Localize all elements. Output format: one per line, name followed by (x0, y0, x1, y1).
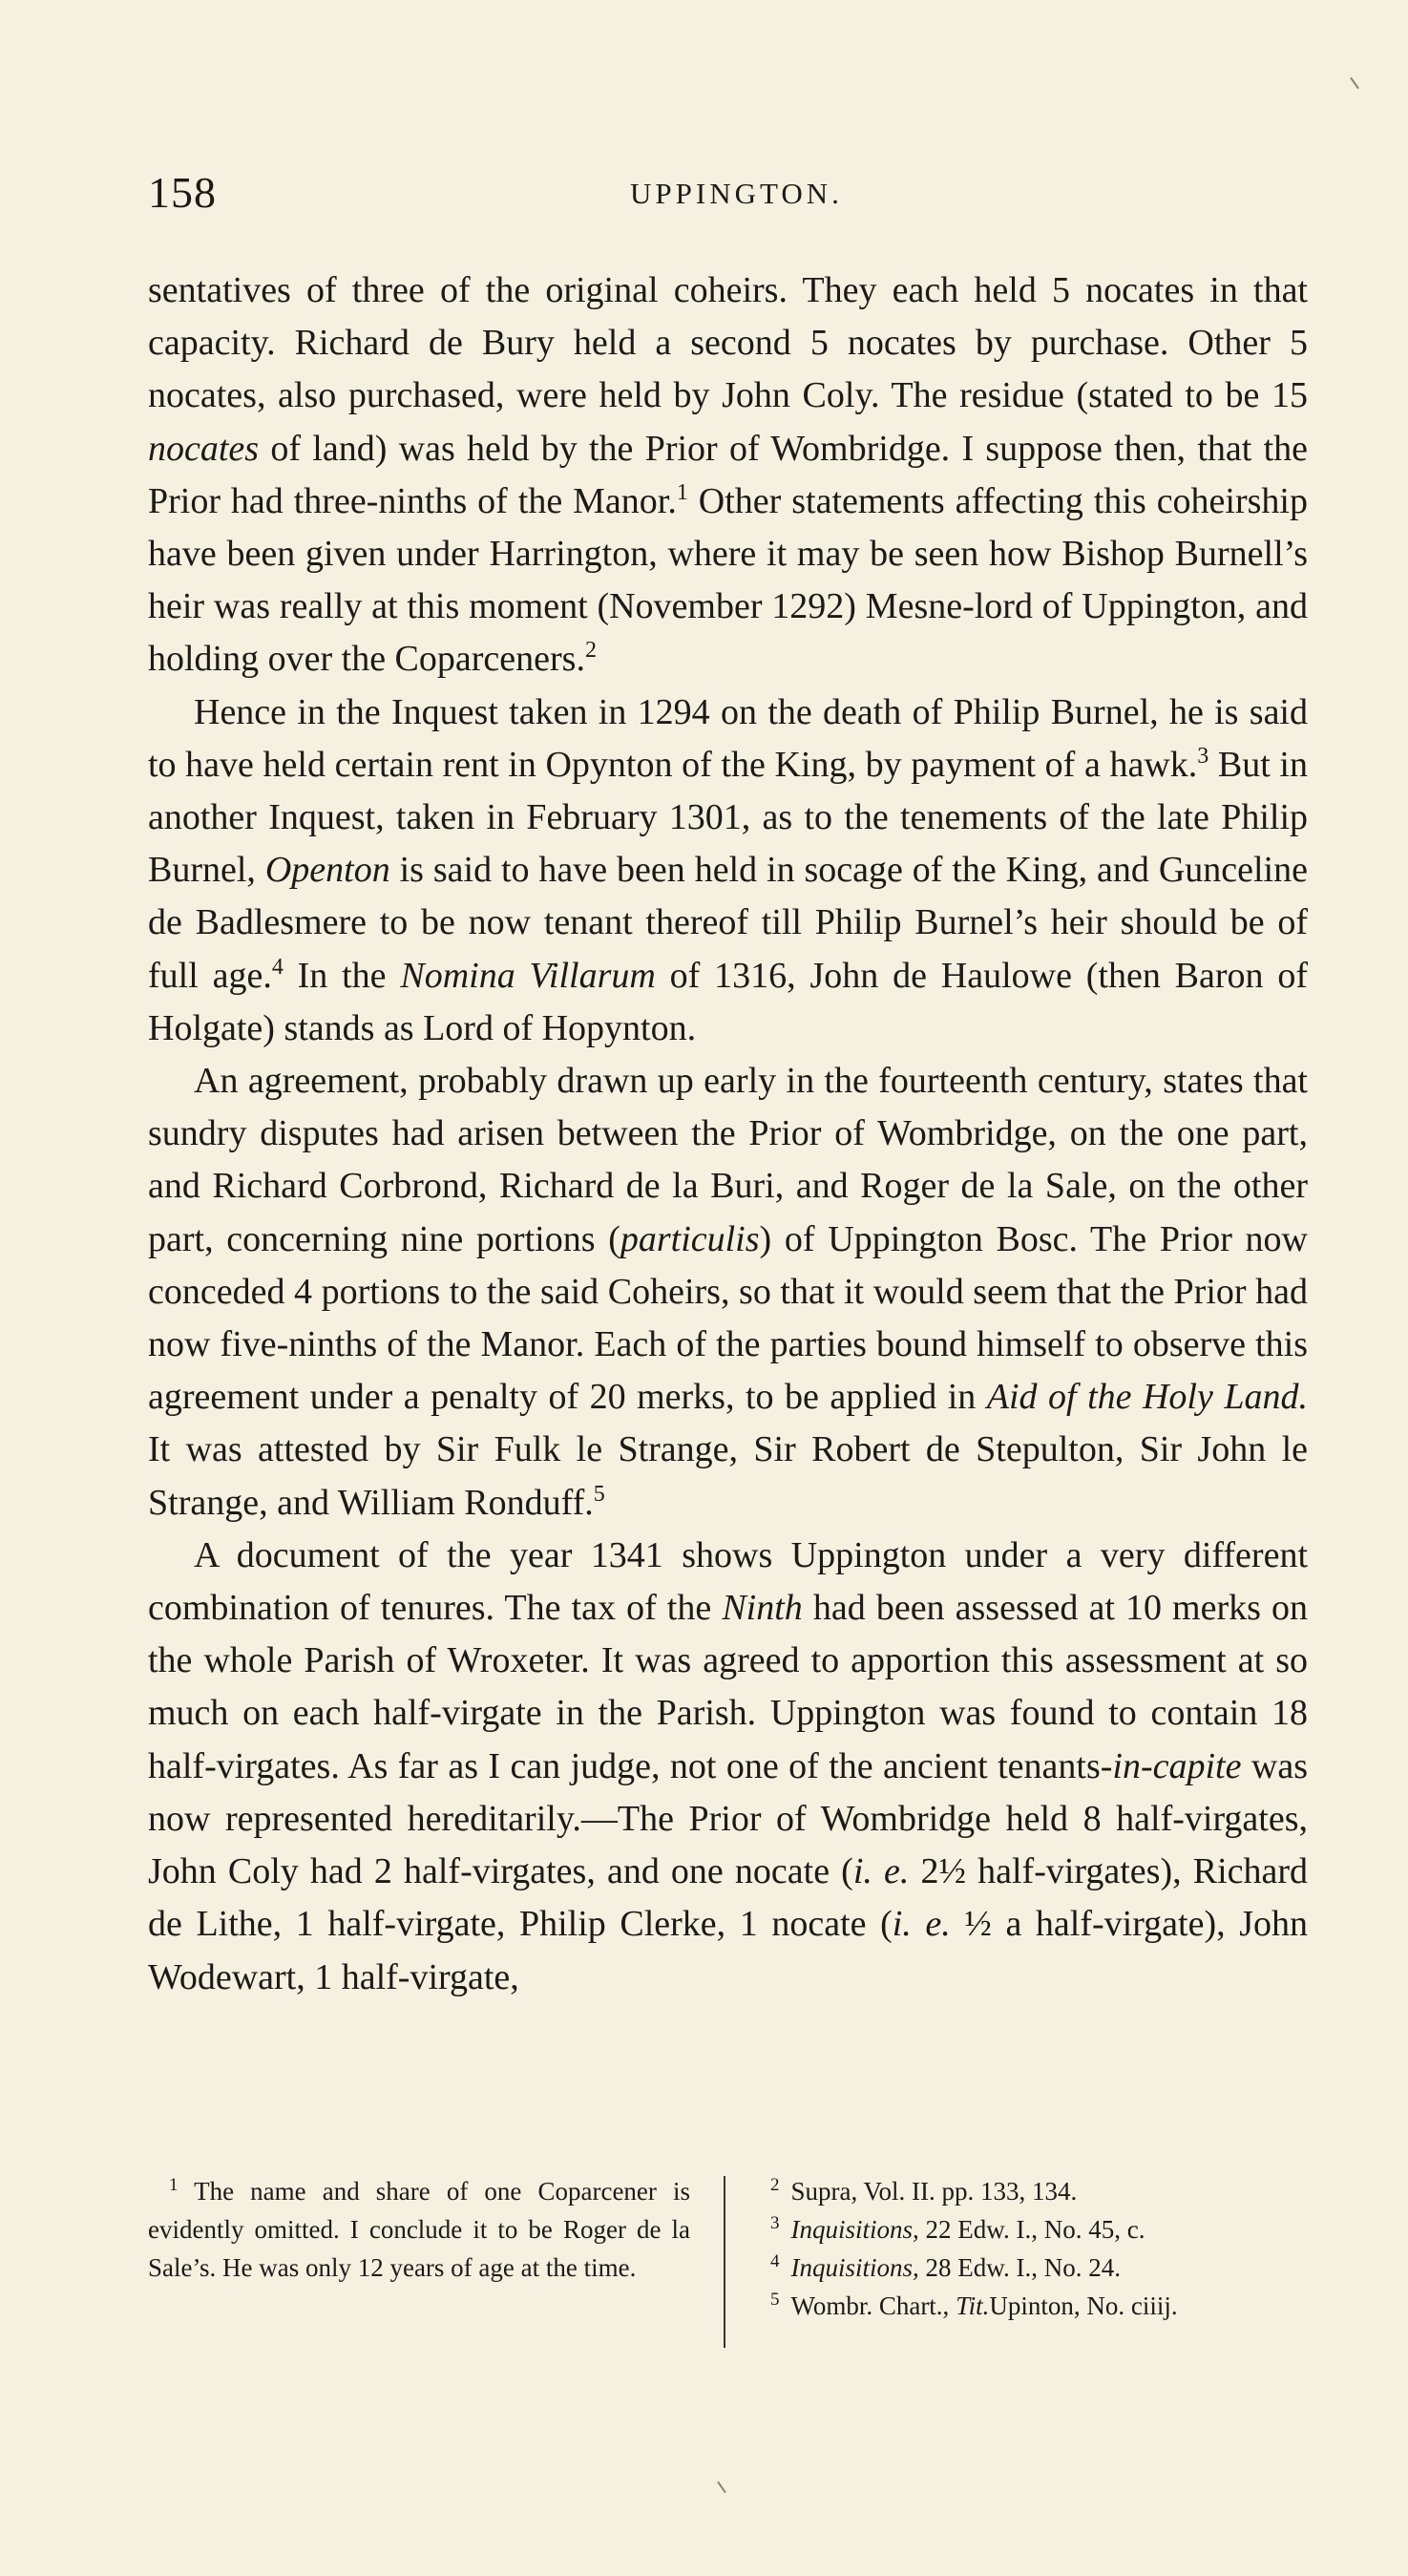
text-run: of 1316, John de Haulowe (then Baron of Holgate) stands as Lord of Hopynton. (148, 955, 1308, 1048)
footnote-reference: 1 (676, 479, 688, 505)
running-title: UPPINGTON. (630, 177, 843, 210)
footnote (770, 2287, 1308, 2325)
italic-text: particulis (620, 1218, 760, 1259)
footnote-number: 4 (770, 2251, 780, 2271)
footnote (770, 2249, 1308, 2287)
footnote (770, 2210, 1308, 2249)
footnote-number: 2 (770, 2175, 780, 2195)
italic-text: in-capite (1112, 1745, 1242, 1786)
text-run: 28 Edw. I., No. 24. (918, 2253, 1121, 2282)
footnote-column-divider (724, 2176, 725, 2348)
footnote (148, 2172, 690, 2287)
text-run: was now represented hereditarily.—The Prior of Wombridge held 8 half-virgates, John Coly had 2 half-virgates, and one nocate ( (148, 1745, 1308, 1892)
italic-text: Ninth (722, 1588, 803, 1629)
footnote-reference: 2 (584, 638, 597, 664)
text-run: is said to have been held in socage of the King, and Gunceline de Badlesmere to be now tenant thereof till Philip Burnel’s heir should be of full age. (148, 850, 1308, 996)
footnote-number: 1 (169, 2175, 179, 2195)
footnote-number: 3 (770, 2213, 780, 2233)
body-text (148, 264, 1308, 2004)
text-run: ½ a half-virgate), John Wodewart, 1 half-virgate, (148, 1904, 1308, 1997)
italic-text: i. e. (892, 1904, 951, 1945)
text-run: 2½ half-virgates), Richard de Lithe, 1 half-virgate, Philip Clerke, 1 nocate ( (148, 1851, 1309, 1945)
paragraph (148, 686, 1308, 1055)
text-run: 22 Edw. I., No. 45, c. (918, 2215, 1145, 2244)
footnote-reference: 3 (1197, 743, 1209, 769)
italic-text: nocates (148, 428, 260, 469)
footnote-reference: 5 (593, 1481, 605, 1507)
italic-text: Openton (264, 850, 390, 891)
page-speck (1350, 77, 1359, 90)
footnote-reference: 4 (271, 954, 284, 980)
text-run: In the (283, 955, 401, 996)
text-run: Supra, Vol. II. pp. 133, 134. (790, 2177, 1078, 2206)
text-run: But in another Inquest, taken in February 1301, as to the tenements of the late Philip Burnel, (148, 744, 1308, 891)
paragraph (148, 264, 1308, 686)
text-run: Other statements affecting this coheirship have been given under Harrington, where it may be seen how Bishop Burnell’s heir was really at this moment (November 1292) Mesne-lord of Uppington, and holding over the Coparceners. (148, 480, 1308, 680)
text-run: of land) was held by the Prior of Wombridge. I suppose then, that the Prior had three-ninths of the Manor. (148, 428, 1308, 521)
footnotes-left-column (148, 2172, 690, 2287)
text-run: An agreement, probably drawn up early in the fourteenth century, states that sundry disputes had arisen between the Prior of Wombridge, on the one part, and Richard Corbrond, Richard de la Buri, and Roger de la Sale, on the other part, concerning nine portions ( (148, 1061, 1308, 1259)
footnote (770, 2172, 1308, 2210)
italic-text: Aid of the Holy Land. (986, 1377, 1308, 1418)
running-head (148, 167, 1308, 224)
footnotes (148, 2172, 1308, 2354)
page-speck (717, 2481, 726, 2494)
text-run: A document of the year 1341 shows Uppington under a very different combination of tenures. The tax of the (148, 1534, 1308, 1629)
text-run: had been assessed at 10 merks on the whole Parish of Wroxeter. It was agreed to apportion this assessment at so much on each half-virgate in the Parish. Uppington was found to contain 18 half-virgates. As far as I can judge, not one of the ancient tenants- (148, 1588, 1309, 1786)
paragraph (148, 1530, 1308, 2004)
italic-text: Tit. (956, 2291, 990, 2320)
text-run: Wombr. Chart., (790, 2291, 956, 2320)
italic-text: Inquisitions, (790, 2253, 919, 2282)
text-run: The name and share of one Coparcener is evidently omitted. I conclude it to be Roger de la Sale’s. He was only 12 years of age at the time. (148, 2177, 691, 2282)
footnotes-right-column (770, 2172, 1308, 2325)
paragraph (148, 1055, 1308, 1530)
text-run: Upinton, No. ciiij. (989, 2291, 1178, 2320)
italic-text: Nomina Villarum (400, 955, 656, 996)
text-run: Hence in the Inquest taken in 1294 on the death of Philip Burnel, he is said to have held certain rent in Opynton of the King, by payment of a hawk. (148, 691, 1308, 785)
page-number: 158 (148, 168, 217, 217)
italic-text: i. e. (852, 1851, 910, 1892)
text-run: ) of Uppington Bosc. The Prior now conceded 4 portions to the said Coheirs, so that it would seem that the Prior had now five-ninths of the Manor. Each of the parties bound himself to observe this agreement under a penalty of 20 merks, to be applied in (148, 1218, 1308, 1418)
text-run: It was attested by Sir Fulk le Strange, Sir Robert de Stepulton, Sir John le Strange, and William Ronduff. (148, 1429, 1308, 1523)
footnote-number: 5 (770, 2290, 780, 2310)
italic-text: Inquisitions, (790, 2215, 919, 2244)
text-run: sentatives of three of the original coheirs. They each held 5 nocates in that capacity. Richard de Bury held a second 5 nocates by purchase. Other 5 nocates, also purchased, were held by John Coly. The residue (stated to be 15 (148, 270, 1308, 416)
